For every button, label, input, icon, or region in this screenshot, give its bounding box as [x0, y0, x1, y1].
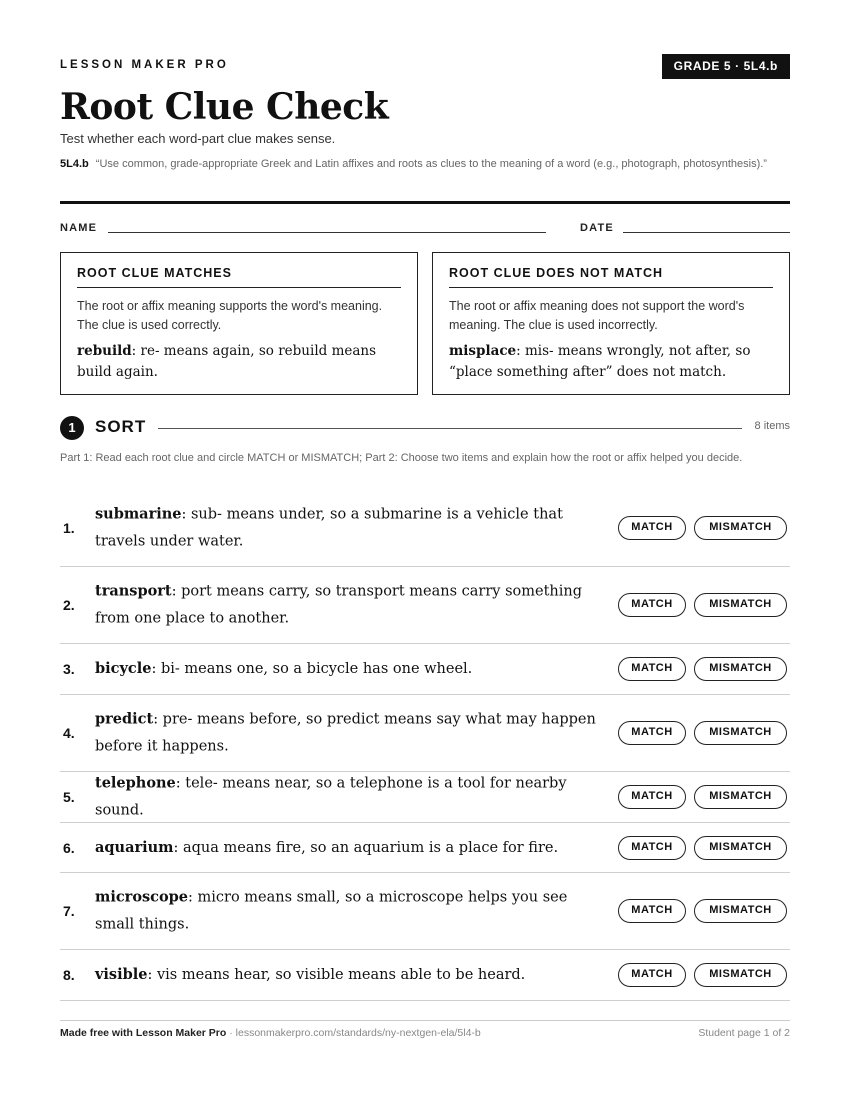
item-word: predict: [95, 710, 154, 728]
box-title: ROOT CLUE DOES NOT MATCH: [449, 266, 773, 288]
top-bar: [60, 54, 790, 80]
mismatch-definition-box: [432, 252, 790, 395]
name-field[interactable]: [108, 232, 546, 233]
list-item: [60, 772, 790, 823]
name-label: NAME: [60, 222, 98, 234]
match-button[interactable]: MATCH: [618, 836, 686, 860]
match-button[interactable]: MATCH: [618, 899, 686, 923]
name-date-row: [60, 222, 790, 238]
date-field[interactable]: [623, 232, 790, 233]
answer-options: [618, 963, 788, 987]
section-title: SORT: [95, 417, 147, 436]
answer-options: [618, 516, 788, 540]
list-item: [60, 695, 790, 772]
box-example: [77, 341, 401, 383]
mismatch-button[interactable]: MISMATCH: [694, 785, 787, 809]
answer-options: [618, 657, 788, 681]
mismatch-button[interactable]: MISMATCH: [694, 516, 787, 540]
list-item: [60, 873, 790, 950]
item-number: 5.: [63, 789, 75, 805]
section-instructions: Part 1: Read each root clue and circle MATCH or MISMATCH; Part 2: Choose two items and explain how the root or affix helped you decide.: [60, 452, 743, 464]
item-text: [95, 655, 610, 683]
match-button[interactable]: MATCH: [618, 963, 686, 987]
mismatch-button[interactable]: MISMATCH: [694, 899, 787, 923]
box-description: The root or affix meaning supports the word's meaning. The clue is used correctly.: [77, 299, 383, 332]
mismatch-button[interactable]: MISMATCH: [694, 836, 787, 860]
match-definition-box: [60, 252, 418, 395]
page-number: Student page 1 of 2: [698, 1027, 790, 1039]
answer-options: [618, 836, 788, 860]
item-word: bicycle: [95, 660, 152, 677]
example-text: : re- means again, so rebuild means build again.: [77, 343, 377, 380]
list-item: [60, 567, 790, 644]
item-clue: : tele- means near, so a telephone is a tool for nearby sound.: [95, 775, 567, 819]
item-text: [95, 501, 610, 556]
answer-options: [618, 899, 788, 923]
grade-badge: GRADE 5 · 5L4.b: [662, 54, 790, 79]
example-word: rebuild: [77, 343, 132, 359]
item-clue: : port means carry, so transport means carry something from one place to another.: [95, 583, 583, 627]
match-button[interactable]: MATCH: [618, 516, 686, 540]
item-word: visible: [95, 966, 148, 983]
item-number: 6.: [63, 839, 75, 856]
section-header: [60, 416, 790, 440]
footer-url: · lessonmakerpro.com/standards/ny-nextgen-ela/5l4-b: [226, 1027, 481, 1039]
item-clue: : pre- means before, so predict means say what may happen before it happens.: [95, 711, 596, 755]
example-word: misplace: [449, 343, 517, 359]
item-number: 3.: [63, 661, 75, 677]
answer-options: [618, 721, 788, 745]
item-text: [95, 834, 610, 862]
item-clue: : sub- means under, so a submarine is a vehicle that travels under water.: [95, 506, 563, 550]
item-clue: : vis means hear, so visible means able to be heard.: [147, 967, 526, 983]
item-clue: : micro means small, so a microscope helps you see small things.: [95, 889, 568, 933]
box-example: [449, 341, 773, 383]
brand-name: LESSON MAKER PRO: [60, 59, 229, 71]
match-button[interactable]: MATCH: [618, 593, 686, 617]
mismatch-button[interactable]: MISMATCH: [694, 657, 787, 681]
item-word: transport: [95, 582, 172, 600]
page-subtitle: Test whether each word-part clue makes sense.: [60, 131, 336, 146]
item-text: [95, 578, 610, 633]
item-number: 2.: [63, 597, 75, 613]
example-text: : mis- means wrongly, not after, so “place something after” does not match.: [449, 343, 751, 380]
item-text: [95, 770, 615, 825]
box-title: ROOT CLUE MATCHES: [77, 266, 401, 288]
item-count: 8 items: [754, 420, 790, 432]
item-clue: : bi- means one, so a bicycle has one wheel.: [151, 661, 473, 677]
mismatch-button[interactable]: MISMATCH: [694, 593, 787, 617]
item-text: [95, 961, 610, 989]
item-clue: : aqua means fire, so an aquarium is a place for fire.: [173, 839, 559, 856]
answer-options: [618, 593, 788, 617]
item-number: 1.: [63, 520, 75, 536]
mismatch-button[interactable]: MISMATCH: [694, 721, 787, 745]
page-footer: [60, 1027, 790, 1041]
match-button[interactable]: MATCH: [618, 785, 686, 809]
standard-text: “Use common, grade-appropriate Greek and Latin affixes and roots as clues to the meaning of a word (e.g., photograph, photosynthesis).”: [95, 158, 767, 170]
footer-credit: Made free with Lesson Maker Pro: [60, 1027, 227, 1039]
standard-code: 5L4.b: [60, 158, 89, 170]
date-label: DATE: [580, 222, 614, 234]
item-text: [95, 706, 610, 761]
item-word: aquarium: [95, 838, 174, 856]
mismatch-button[interactable]: MISMATCH: [694, 963, 787, 987]
section-number-badge: 1: [60, 416, 84, 440]
list-item: [60, 490, 790, 567]
standard-description: [60, 156, 790, 173]
item-number: 4.: [63, 725, 75, 741]
page-title: Root Clue Check: [60, 86, 389, 128]
list-item: [60, 823, 790, 873]
section-rule: [158, 428, 742, 429]
item-list: [60, 490, 790, 1001]
match-button[interactable]: MATCH: [618, 657, 686, 681]
header-divider: [60, 201, 790, 204]
item-number: 7.: [63, 903, 75, 919]
list-item: [60, 950, 790, 1001]
item-word: microscope: [95, 888, 189, 906]
list-item: [60, 644, 790, 695]
item-word: submarine: [95, 505, 182, 523]
item-number: 8.: [63, 967, 75, 983]
box-description: The root or affix meaning does not support the word's meaning. The clue is used incorrectly.: [449, 299, 745, 332]
footer-divider: [60, 1020, 790, 1021]
answer-options: [618, 785, 788, 809]
item-text: [95, 884, 610, 939]
item-word: telephone: [95, 774, 176, 792]
match-button[interactable]: MATCH: [618, 721, 686, 745]
